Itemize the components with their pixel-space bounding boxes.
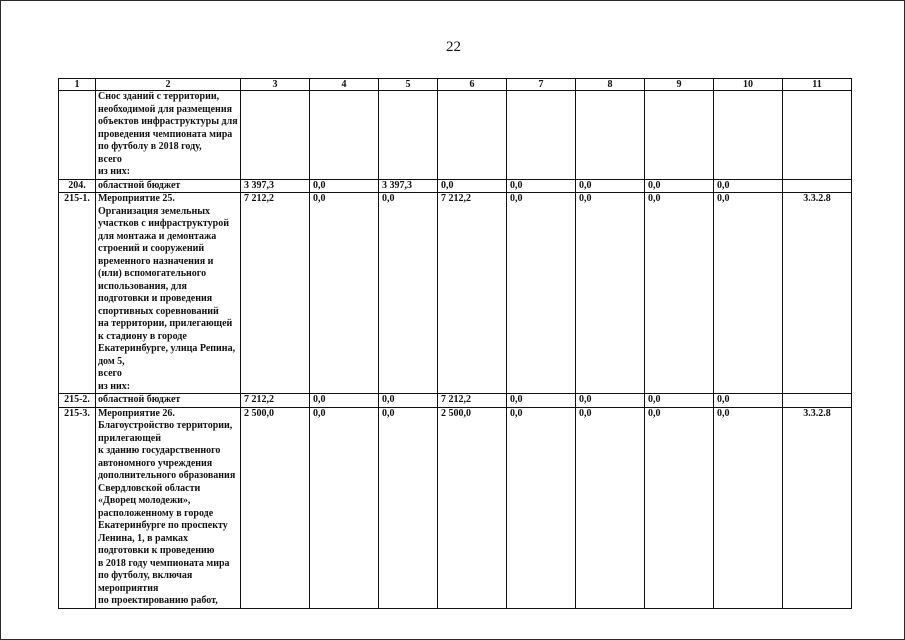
cell-col6: 2 500,0 (438, 407, 507, 608)
row-description: областной бюджет (96, 394, 241, 408)
cell-col9: 0,0 (645, 394, 714, 408)
col-header-1: 1 (59, 79, 96, 91)
col-header-6: 6 (438, 79, 507, 91)
row-id: 204. (59, 179, 96, 193)
cell-col6 (438, 91, 507, 180)
budget-table (58, 78, 852, 609)
cell-col8: 0,0 (576, 394, 645, 408)
cell-col7: 0,0 (507, 394, 576, 408)
col-header-10: 10 (714, 79, 783, 91)
col-header-8: 8 (576, 79, 645, 91)
cell-col4: 0,0 (310, 394, 379, 408)
cell-col6: 7 212,2 (438, 394, 507, 408)
cell-col10 (714, 91, 783, 180)
row-id: 215-2. (59, 394, 96, 408)
cell-total (241, 91, 310, 180)
cell-col4: 0,0 (310, 179, 379, 193)
cell-col8: 0,0 (576, 407, 645, 608)
col-header-2: 2 (96, 79, 241, 91)
row-id: 215-3. (59, 407, 96, 608)
row-description: Мероприятие 26. Благоустройство территории, прилегающей к зданию государственного автономного учреждения дополнительного образования Свердловской области «Дворец молодежи», расположенному в городе Екатеринбурге по проспекту Ленина, 1, в рамках подготовки к проведению в 2018 году чемпионата мира по футболу, включая мероприятия по проектированию работ, (96, 407, 241, 608)
cell-col5: 0,0 (379, 193, 438, 394)
cell-goal-ref (783, 91, 852, 180)
cell-col4 (310, 91, 379, 180)
cell-goal-ref (783, 394, 852, 408)
table-row (59, 407, 852, 608)
cell-col9: 0,0 (645, 179, 714, 193)
cell-total: 2 500,0 (241, 407, 310, 608)
cell-total: 7 212,2 (241, 193, 310, 394)
cell-col8: 0,0 (576, 193, 645, 394)
column-number-row (59, 79, 852, 91)
cell-col8 (576, 91, 645, 180)
cell-goal-ref (783, 179, 852, 193)
table-row (59, 179, 852, 193)
row-description: областной бюджет (96, 179, 241, 193)
col-header-9: 9 (645, 79, 714, 91)
col-header-7: 7 (507, 79, 576, 91)
cell-col9: 0,0 (645, 193, 714, 394)
cell-col10: 0,0 (714, 179, 783, 193)
cell-goal-ref: 3.3.2.8 (783, 407, 852, 608)
cell-col9 (645, 91, 714, 180)
cell-col7: 0,0 (507, 193, 576, 394)
row-id (59, 91, 96, 180)
table-row (59, 193, 852, 394)
col-header-11: 11 (783, 79, 852, 91)
cell-col10: 0,0 (714, 394, 783, 408)
cell-col5: 3 397,3 (379, 179, 438, 193)
cell-col5: 0,0 (379, 407, 438, 608)
row-id: 215-1. (59, 193, 96, 394)
cell-col5 (379, 91, 438, 180)
cell-goal-ref: 3.3.2.8 (783, 193, 852, 394)
cell-col8: 0,0 (576, 179, 645, 193)
cell-col9: 0,0 (645, 407, 714, 608)
cell-col7: 0,0 (507, 407, 576, 608)
cell-col6: 7 212,2 (438, 193, 507, 394)
col-header-4: 4 (310, 79, 379, 91)
cell-col6: 0,0 (438, 179, 507, 193)
cell-col4: 0,0 (310, 407, 379, 608)
cell-col4: 0,0 (310, 193, 379, 394)
cell-col10: 0,0 (714, 193, 783, 394)
cell-col7: 0,0 (507, 179, 576, 193)
cell-col7 (507, 91, 576, 180)
row-description: Мероприятие 25. Организация земельных участков с инфраструктурой для монтажа и демонтажа строений и сооружений временного назначения и (или) вспомогательного использования, для подготовки и проведения спортивных соревнований на территории, прилегающей к стадиону в городе Екатеринбурге, улица Репина, дом 5, всего из них: (96, 193, 241, 394)
table-row (59, 394, 852, 408)
page-number: 22 (446, 39, 461, 55)
cell-total: 3 397,3 (241, 179, 310, 193)
col-header-3: 3 (241, 79, 310, 91)
cell-col10: 0,0 (714, 407, 783, 608)
col-header-5: 5 (379, 79, 438, 91)
cell-total: 7 212,2 (241, 394, 310, 408)
table-row (59, 91, 852, 180)
row-description: Снос зданий с территории, необходимой для размещения объектов инфраструктуры для проведения чемпионата мира по футболу в 2018 году, всего из них: (96, 91, 241, 180)
cell-col5: 0,0 (379, 394, 438, 408)
